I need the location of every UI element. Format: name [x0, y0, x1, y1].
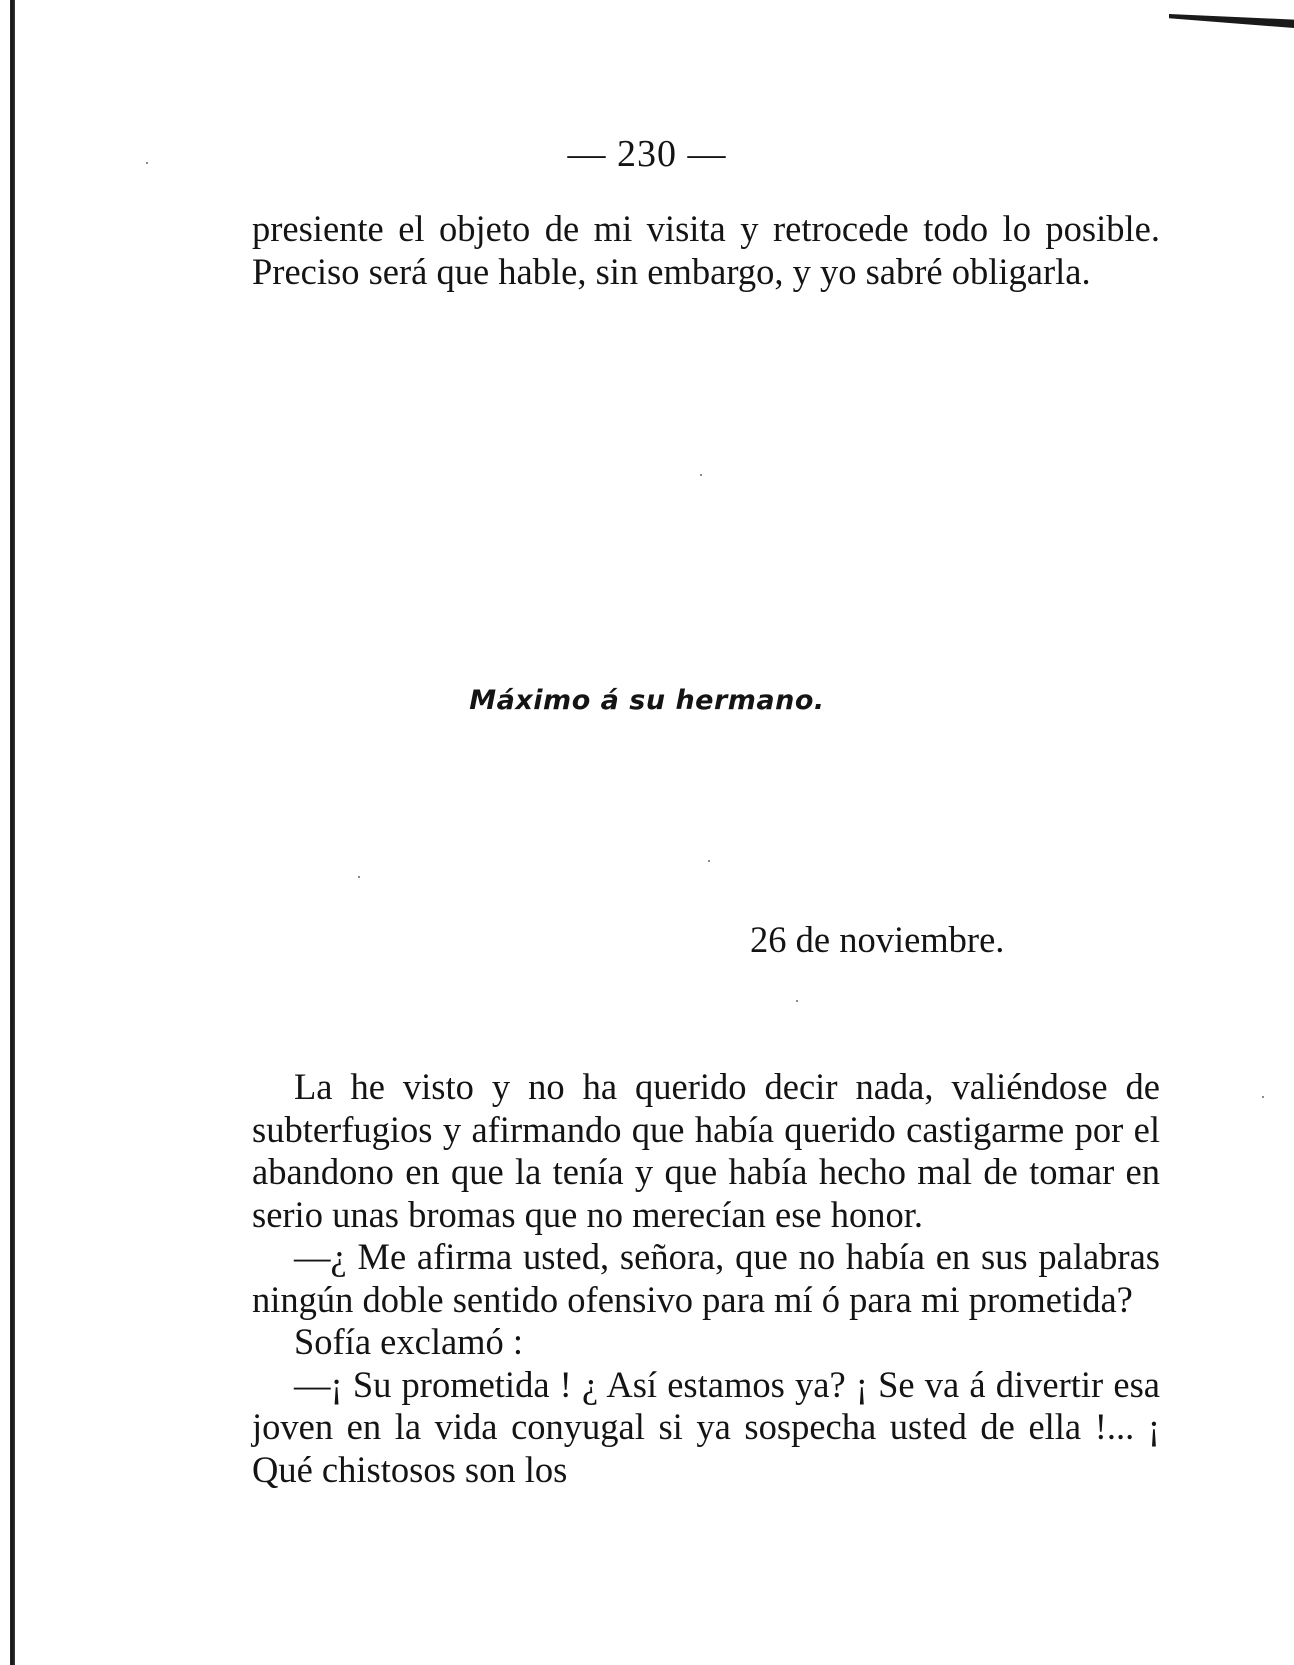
letter-paragraph: —¡ Su prometida ! ¿ Así estamos ya? ¡ Se va á divertir esa joven en la vida conyugal si ya sospecha usted de ella !... ¡ Qué chistosos son los [252, 1363, 1160, 1490]
scan-speck [1262, 1096, 1264, 1098]
scan-speck [708, 860, 710, 862]
scan-speck [700, 474, 702, 476]
scan-speck [358, 876, 360, 878]
letter-paragraph: Sofía exclamó : [294, 1321, 524, 1362]
scan-page-edge [10, 0, 15, 1665]
continuation-paragraph: presiente el objeto de mi visita y retrocede todo lo posible. Preciso será que hable, sin embargo, y yo sabré obligarla. [252, 208, 1160, 292]
letter-paragraph: —¿ Me afirma usted, señora, que no había en sus palabras ningún doble sentido ofensivo para mí ó para mi prometida? [252, 1236, 1160, 1320]
letter-date: 26 de noviembre. [750, 919, 1005, 960]
letter-paragraph: La he visto y no ha querido decir nada, valiéndose de subterfugios y afirmando que había querido castigarme por el abandono en que la tenía y que había hecho mal de tomar en serio unas bromas que no merecían ese honor. [252, 1066, 1160, 1235]
scan-speck [796, 1000, 798, 1002]
page-number: — 230 — [567, 133, 727, 175]
continuation-text [252, 208, 1160, 293]
letter-heading: Máximo á su hermano. [469, 685, 825, 716]
scan-corner-mark [1169, 14, 1294, 28]
letter-body [252, 1066, 1160, 1491]
